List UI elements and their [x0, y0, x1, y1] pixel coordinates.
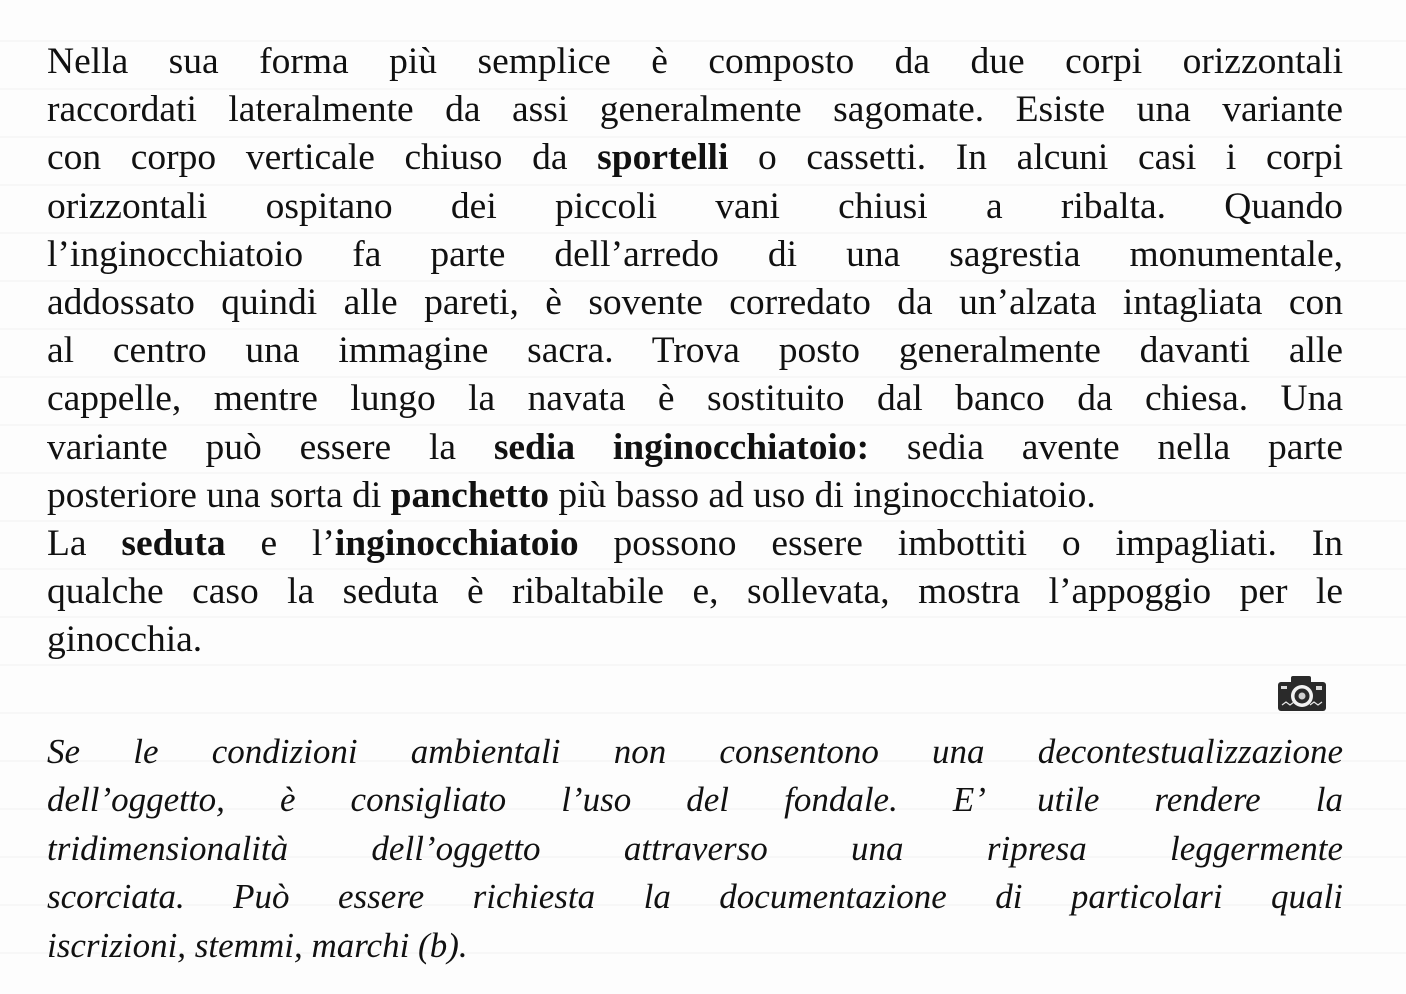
photography-note	[47, 728, 1343, 970]
body-text-span: variante può essere la	[47, 426, 494, 468]
body-text-span: possono essere imbottiti o impagliati. In	[578, 523, 1343, 565]
body-line: l’inginocchiatoio fa parte dell’arredo di una sagrestia monumentale,	[47, 233, 1343, 275]
body-text-span: sedia avente nella parte	[869, 426, 1343, 468]
body-text-span: posteriore una sorta di	[47, 474, 391, 516]
body-line	[47, 424, 1343, 472]
body-line: ginocchia.	[47, 619, 203, 661]
body-line: Nella sua forma più semplice è composto da due corpi orizzontali	[47, 41, 1343, 82]
body-text-span: con corpo verticale chiuso da	[47, 137, 598, 179]
note-line: tridimensionalità dell’oggetto attraverso una ripresa leggermente	[47, 828, 1343, 868]
bold-term-seduta: seduta	[121, 523, 226, 565]
camera-icon	[1276, 673, 1328, 713]
main-paragraph	[47, 38, 1343, 665]
note-line: scorciata. Può essere richiesta la documentazione di particolari quali	[47, 877, 1343, 917]
body-text-span: e l’	[225, 523, 335, 565]
body-line: raccordati lateralmente da assi generalmente sagomate. Esiste una variante	[47, 89, 1343, 131]
body-text-span: più basso ad uso di inginocchiatoio.	[549, 474, 1096, 516]
note-line: iscrizioni, stemmi, marchi (b).	[47, 925, 468, 965]
body-line: addossato quindi alle pareti, è sovente corredato da un’alzata intagliata con	[47, 282, 1343, 324]
body-text-span: La	[47, 523, 122, 565]
body-line: cappelle, mentre lungo la navata è sostituito dal banco da chiesa. Una	[47, 378, 1343, 420]
bold-term-sedia-inginocchiatoio: sedia inginocchiatoio:	[493, 426, 870, 468]
body-line	[47, 520, 1343, 568]
body-line	[47, 134, 1343, 182]
bold-term-panchetto: panchetto	[390, 474, 549, 516]
bold-term-sportelli: sportelli	[597, 137, 729, 179]
note-line: dell’oggetto, è consigliato l’uso del fondale. E’ utile rendere la	[47, 780, 1343, 820]
body-line	[47, 472, 1343, 520]
body-line: orizzontali ospitano dei piccoli vani chiusi a ribalta. Quando	[47, 185, 1343, 227]
note-line: Se le condizioni ambientali non consentono una decontestualizzazione	[47, 732, 1343, 771]
bold-term-inginocchiatoio: inginocchiatoio	[334, 523, 579, 565]
body-line: qualche caso la seduta è ribaltabile e, sollevata, mostra l’appoggio per le	[47, 571, 1343, 613]
body-text-span: o cassetti. In alcuni casi i corpi	[728, 137, 1343, 179]
body-line: al centro una immagine sacra. Trova posto generalmente davanti alle	[47, 330, 1343, 372]
